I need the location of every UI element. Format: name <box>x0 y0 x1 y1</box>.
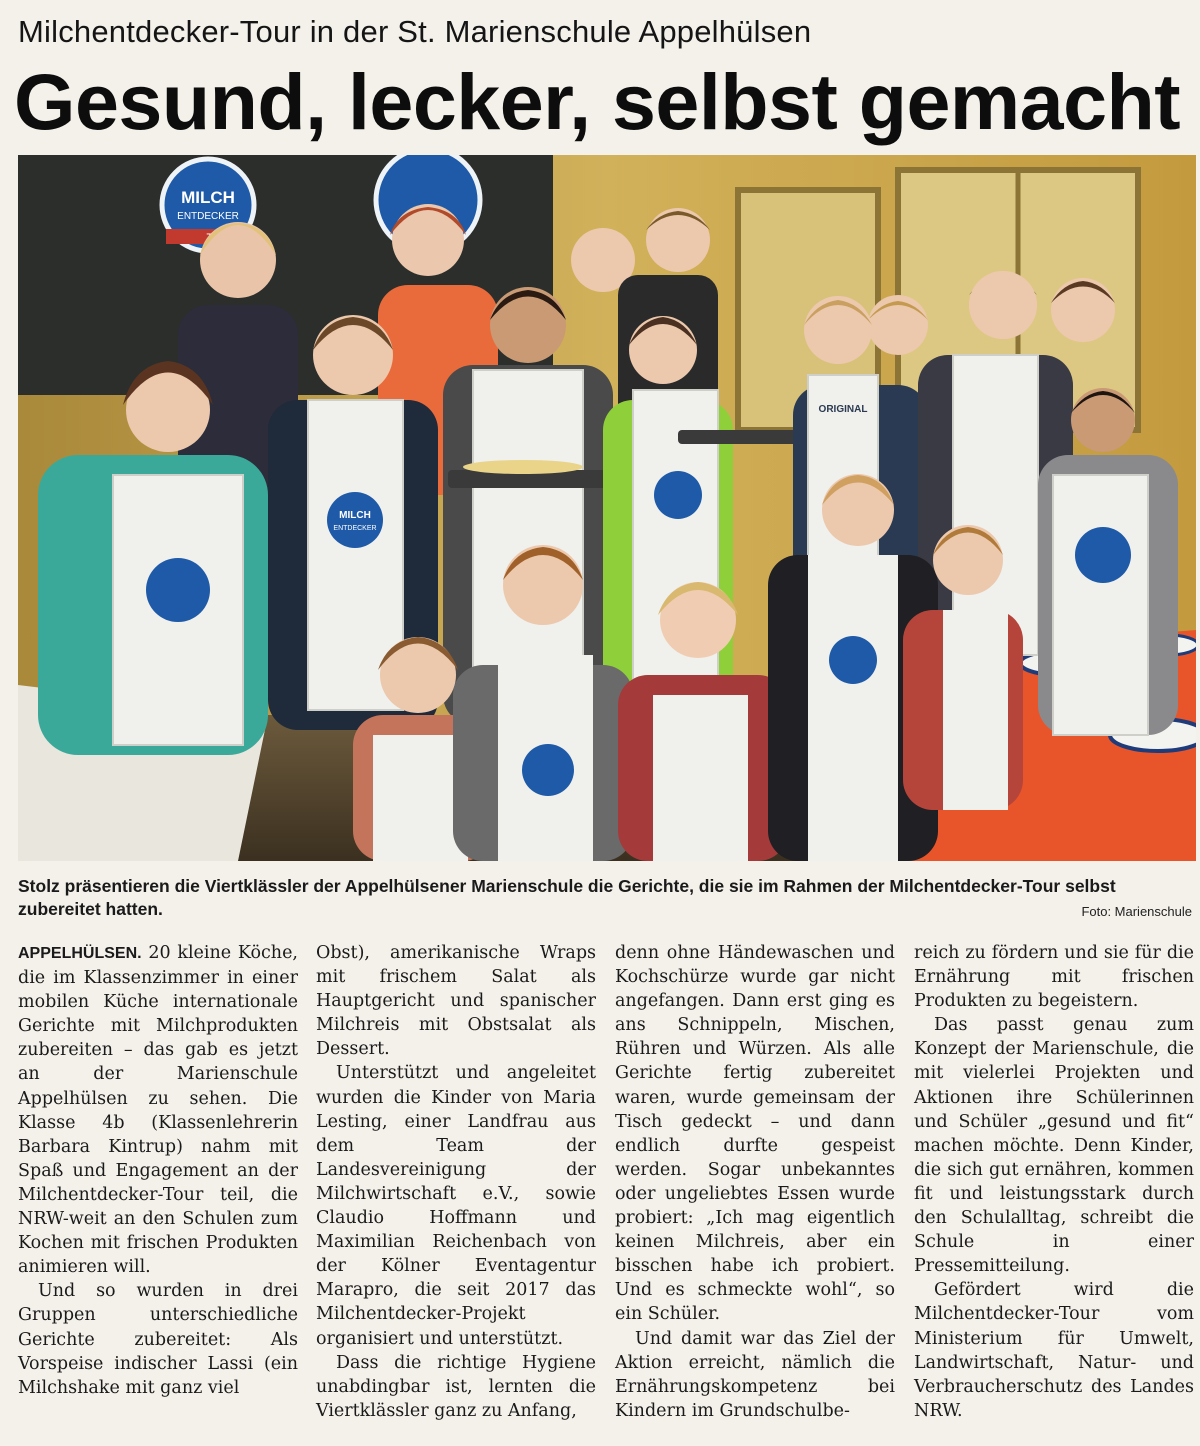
photo-illustration <box>18 155 1196 861</box>
apron-line2: ENTDECKER <box>333 525 377 532</box>
paragraph: reich zu fördern und sie für die Ernährung mit frischen Produkten zu begeistern. <box>914 943 1194 1012</box>
article-column-1 <box>18 941 298 1400</box>
badge-line1: MILCH <box>181 188 235 207</box>
paragraph: Unterstützt und angeleitet wurden die Kinder von Maria Lesting, einer Landfrau aus dem Team der Landesvereinigung der Milchwirtschaft e.V., sowie Claudio Hoffmann und Maximilian Reichenbach von der Kölner Eventagentur Marapro, die seit 2017 das Milchentdecker-Projekt organisiert und unterstützt. <box>316 1063 596 1349</box>
paragraph: Obst), amerikanische Wraps mit frischem Salat als Hauptgericht und spanischer Milchreis mit Obstsalat als Dessert. <box>316 943 596 1060</box>
article-headline: Gesund, lecker, selbst gemacht <box>14 57 1181 146</box>
article-kicker: Milchentdecker-Tour in der St. Marienschule Appelhülsen <box>18 14 812 49</box>
paragraph: denn ohne Händewaschen und Kochschürze wurde gar nicht angefangen. Dann erst ging es ans Schnippeln, Mischen, Rühren und Würzen. Als alle Gerichte fertig zubereitet waren, wurde gemeinsam der Tisch gedeckt – und dann endlich durfte gespeist werden. Sogar unbekanntes oder ungeliebtes Essen wurde probiert: „Ich mag eigentlich keinen Milchreis, aber ein bisschen habe ich probiert. Und es schmeckte wohl“, so ein Schüler. <box>615 943 895 1325</box>
paragraph: Und so wurden in drei Gruppen unterschiedliche Gerichte zubereitet: Als Vorspeise indischer Lassi (ein Milchshake mit ganz viel <box>18 1281 298 1398</box>
shirt-text: ORIGINAL <box>818 404 868 415</box>
article-photo <box>18 155 1196 861</box>
paragraph <box>18 941 298 1279</box>
badge-line2: ENTDECKER <box>177 211 239 222</box>
apron-line1: MILCH <box>339 510 371 521</box>
article-column-4 <box>914 941 1194 1423</box>
paragraph: Und damit war das Ziel der Aktion erreicht, nämlich die Ernährungskompetenz bei Kindern im Grundschulbe- <box>615 1328 895 1421</box>
dateline: APPELHÜLSEN. <box>18 945 142 962</box>
photo-caption: Stolz präsentieren die Viertklässler der Appelhülsener Marienschule die Gerichte, die sie im Rahmen der Milchentdecker-Tour selbst zubereitet hatten. <box>18 876 1116 919</box>
paragraph: Dass die richtige Hygiene unabdingbar ist, lernten die Viertklässler ganz zu Anfang, <box>316 1352 596 1421</box>
article-column-3 <box>615 941 895 1423</box>
paragraph: Gefördert wird die Milchentdecker-Tour vom Ministerium für Umwelt, Landwirtschaft, Natur- und Verbraucherschutz des Landes NRW. <box>914 1280 1194 1421</box>
article-column-2 <box>316 941 596 1423</box>
photo-credit: Foto: Marienschule <box>1081 904 1192 919</box>
paragraph-text: 20 kleine Köche, die im Klassenzimmer in einer mobilen Küche internationale Gerichte mit Milchprodukten zubereiten – das gab es jetzt an der Marienschule Appelhülsen zu sehen. Die Klasse 4b (Klassenlehrerin Barbara Kintrup) nahm mit Spaß und Engagement an der Milchentdecker-Tour teil, die NRW-weit an den Schulen zum Kochen mit frischen Produkten animieren will. <box>18 943 298 1278</box>
paragraph: Das passt genau zum Konzept der Marienschule, die mit vielerlei Projekten und Aktionen ihre Schülerinnen und Schüler „gesund und fit“ machen möchte. Denn Kinder, die sich gut ernähren, kommen fit und leistungsstark durch den Schulalltag, schreibt die Schule in einer Pressemitteilung. <box>914 1015 1194 1277</box>
